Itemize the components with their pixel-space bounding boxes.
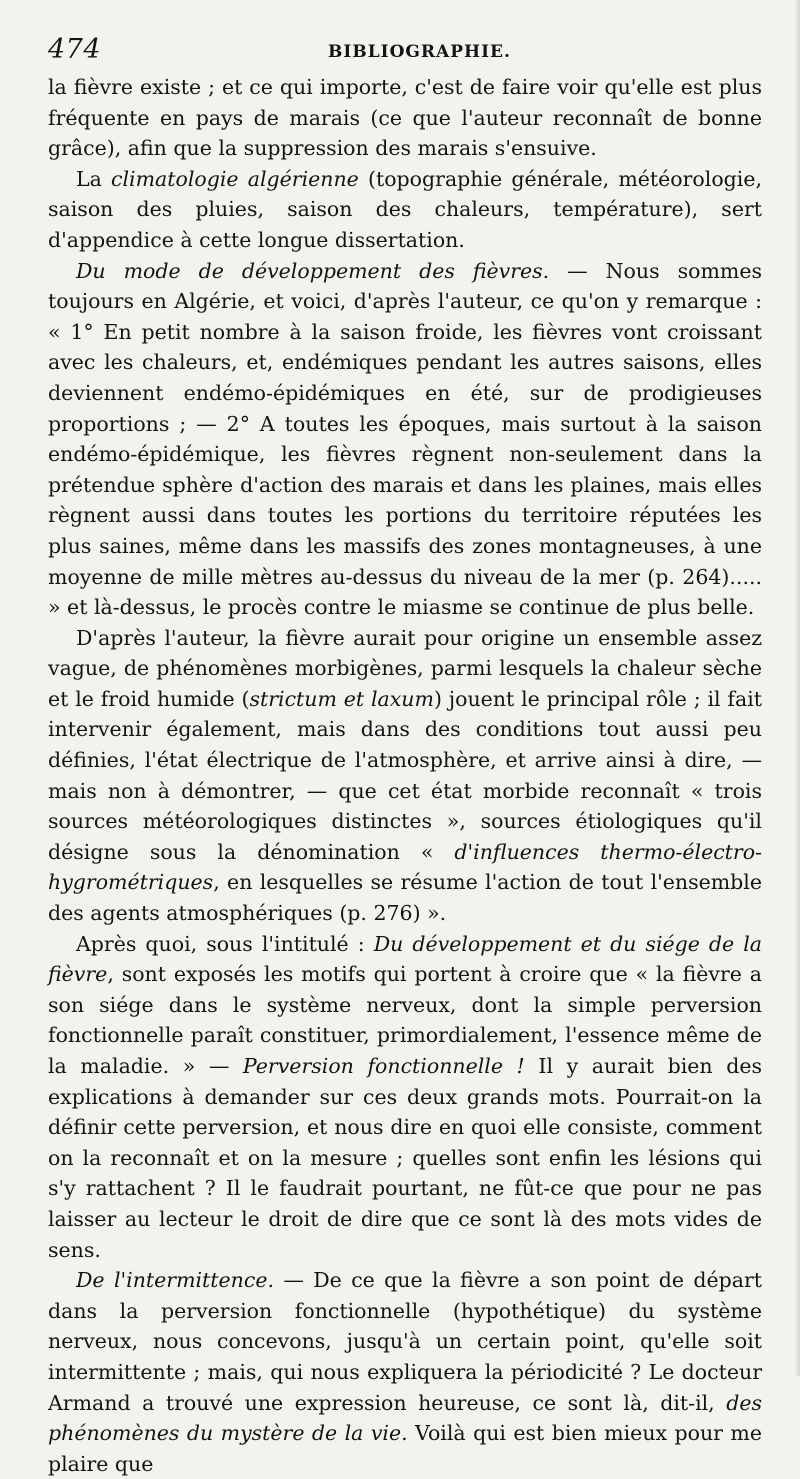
paragraph-p2 [48,164,762,256]
text-run: Voilà qui est bien mieux pour me plaire que [48,1421,762,1476]
italic-text: des phénomènes du mystère de la vie. [48,1390,762,1446]
text-run: , en lesquelles se résume l'action de tout l'ensemble des agents atmosphériques (p. 276) ». [48,870,762,926]
italic-text: Du mode de développement des fièvres. [76,258,550,283]
text-run: la fièvre existe ; et ce qui importe, c'est de faire voir qu'elle est plus fréquente en pays de marais (ce que l'auteur reconnaît de bonne grâce), afin que la suppression des marais s'ensuive. [48,75,762,161]
paragraph-p1 [48,72,762,164]
text-run: (topographie générale, météorologie, saison des pluies, saison des chaleurs, température), sert d'appendice à cette longue dissertation. [48,166,762,252]
text-run: D'après l'auteur, la fièvre aurait pour origine un ensemble assez vague, de phénomènes morbigènes, parmi lesquels la chaleur sèche et le froid humide ( [48,625,762,711]
italic-text: Du développement et du siége de la fièvre [48,931,762,987]
paragraph-p5 [48,929,762,1266]
paragraph-p3 [48,256,762,623]
italic-text: De l'intermittence. [76,1268,274,1293]
italic-text: d'influences thermo-électro-hygrométriques [48,839,762,895]
text-run: — Nous sommes toujours en Algérie, et voici, d'après l'auteur, ce qu'on y remarque : « 1° En petit nombre à la saison froide, les fièvres vont croissant avec les chaleurs, et, endémiques pendant les autres saisons, elles deviennent endémo-épidémiques en été, sur de prodigieuses proportions ; — 2° A toutes les époques, mais surtout à la saison endémo-épidémique, les fièvres règnent non-seulement dans la prétendue sphère d'action des marais et dans les plaines, mais elles règnent aussi dans toutes les portions du territoire réputées les plus saines, même dans les massifs des zones montagneuses, à une moyenne de mille mètres au-dessus du niveau de la mer (p. 264)..... » et là-dessus, le procès contre le miasme se continue de plus belle. [48,258,762,620]
text-run: ) jouent le principal rôle ; il fait intervenir également, mais dans des conditions tout aussi peu définies, l'état électrique de l'atmosphère, et arrive ainsi à dire, — mais non à démontrer, — que cet état morbide reconnaît « trois sources météorologiques distinctes », sources étiologiques qu'il désigne sous la dénomination « [48,686,763,864]
text-run: , sont exposés les motifs qui portent à croire que « la fièvre a son siége dans le système nerveux, dont la simple perversion fonctionnelle paraît constituer, primordialement, l'essence même de la maladie. » — [48,962,762,1078]
text-run: La [76,166,112,191]
text-run: — De ce que la fièvre a son point de départ dans la perversion fonctionnelle (hypothétique) du système nerveux, nous concevons, jusqu'à un certain point, qu'elle soit intermittente ; mais, qui nous expliquera la périodicité ? Le docteur Armand a trouvé une expression heureuse, ce sont là, dit-il, [48,1268,762,1415]
running-title: BIBLIOGRAPHIE. [328,42,511,62]
italic-text: strictum et laxum [249,686,434,711]
text-run: Il y aurait bien des explications à demander sur ces deux grands mots. Pourrait-on la définir cette perversion, et nous dire en quoi elle consiste, comment on la reconnaît et on la mesure ; quelles sont enfin les lésions qui s'y rattachent ? Il le faudrait pourtant, ne fût-ce que pour ne pas laisser au lecteur le droit de dire que ce sont là des mots vides de sens. [48,1054,762,1262]
page-header [48,34,762,70]
italic-text: Perversion fonctionnelle ! [242,1054,525,1078]
italic-text: climatologie algérienne [111,166,359,191]
body-text [48,72,762,1479]
paragraph-p6 [48,1265,762,1479]
paragraph-p4 [48,623,762,929]
text-run: Après quoi, sous l'intitulé : [76,931,374,956]
page-edge-shadow [794,0,800,1376]
page-number: 474 [48,34,102,65]
